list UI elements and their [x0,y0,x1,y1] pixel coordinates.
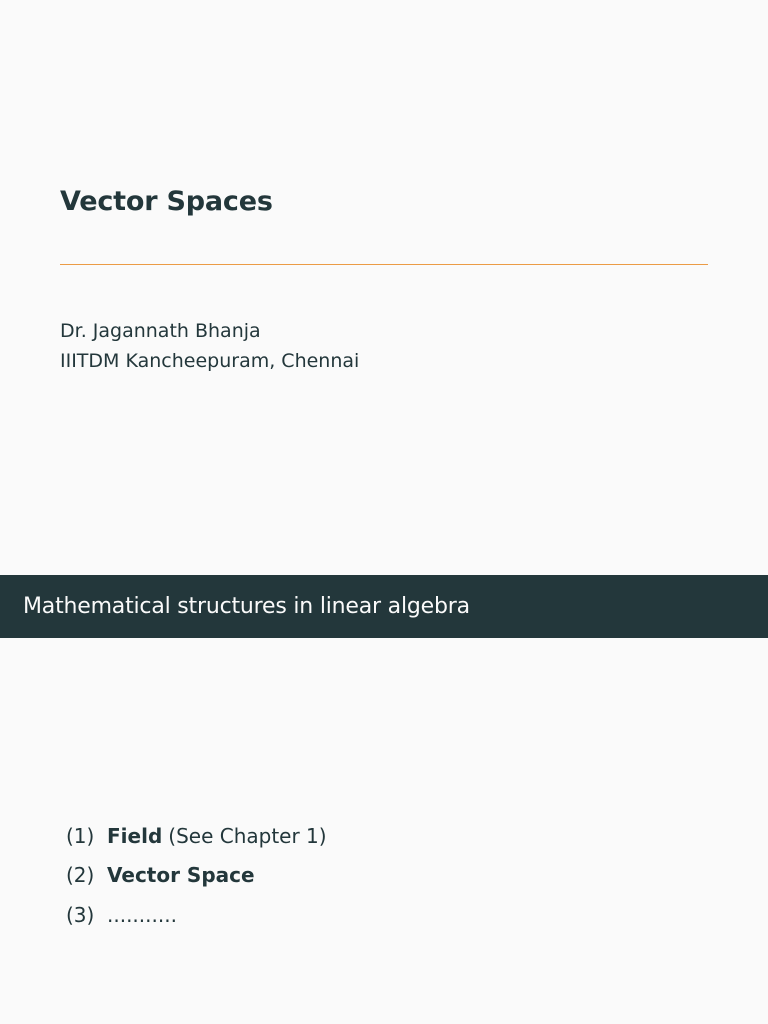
list-item-number: (1) [66,823,95,848]
title-divider [60,264,708,265]
list-item-note: (See Chapter 1) [168,823,327,848]
list-item [66,895,327,935]
list-item-number: (3) [66,902,95,927]
structures-list [66,816,327,935]
slide-title: Vector Spaces [60,186,273,217]
institute-name: IIITDM Kancheepuram, Chennai [60,350,360,372]
author-name: Dr. Jagannath Bhanja [60,320,261,342]
author-block [60,316,359,376]
list-item-ellipsis: ........... [107,902,177,927]
list-item [66,856,327,896]
list-item [66,816,327,856]
list-item-number: (2) [66,863,95,888]
list-item-term: Vector Space [107,863,255,888]
list-item-term: Field [107,823,163,848]
frame-title: Mathematical structures in linear algebra [23,594,470,619]
frame-title-bar [0,575,768,638]
